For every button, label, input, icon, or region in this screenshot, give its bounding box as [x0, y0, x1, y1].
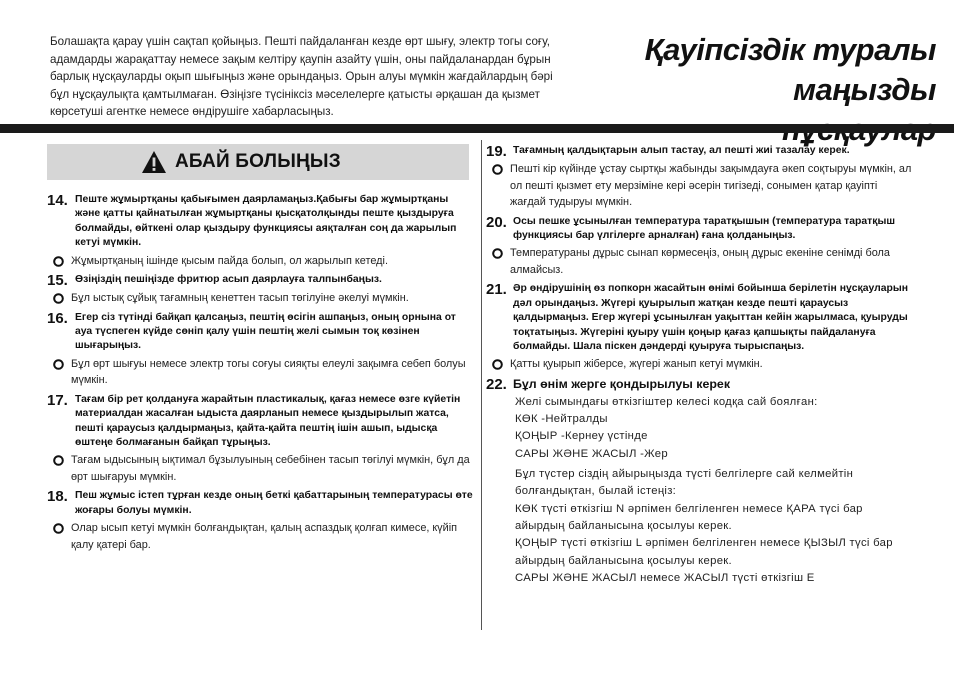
note-bullet-icon [53, 523, 64, 534]
wiring-line: Бұл түстер сіздің айырыңызда түсті белгілерге сай келмейтін болғандықтан, былай істеңіз: [515, 468, 854, 498]
safety-item-20 [486, 215, 914, 279]
item-note: Тағам ыдысының ықтимал бұзылуының себебінен тасып төгілуі мүмкін, бұл да өрт шығаруы мүмкін. [71, 454, 470, 483]
safety-item-22 [486, 377, 914, 587]
wiring-line: Желі сымындағы өткізгіштер келесі кодқа сай боялған: [515, 395, 818, 408]
note-bullet-icon [53, 455, 64, 466]
intro-line: адамдарды жарақаттау немесе зақым келтіру қаупін азайту үшін, оны пайдаланардан бұрын [50, 52, 551, 66]
safety-item-17 [47, 393, 474, 486]
safety-item-18 [47, 489, 474, 553]
note-bullet-icon [492, 248, 503, 259]
item-title: Егер сіз түтінді байқап қалсаңыз, пештің өсігін ашпаңыз, оның орнына от ауа түспеген күйде сөніп қалу үшін пештің желі сымын тоқ көзінен шығарыңыз. [75, 311, 456, 352]
item-title: Өзіңіздің пешіңізде фритюр асып даярлауға талпынбаңыз. [75, 274, 382, 286]
item-note: Температураны дұрыс сынап көрмесеңіз, оның дұрыс екеніне сенімді бола алмайсыз. [510, 247, 890, 276]
safety-item-14 [47, 193, 474, 269]
item-number: 21. [486, 281, 507, 299]
item-title: Пеште жұмыртқаны қабығымен даярламаңыз.Қабығы бар жұмыртқаны және қатты қайнатылған жұмыртқаны қысқатолқынды пеште қыздыруға болмайды, өйткені олар қыздыру функциясы аяқталған соң да жарылып кетуі мүмкін. [75, 194, 457, 249]
item-number: 19. [486, 143, 507, 160]
left-column [47, 144, 474, 557]
item-number: 16. [47, 309, 68, 327]
note-bullet-icon [492, 359, 503, 370]
item-title: Тағам бір рет қолдануға жарайтын пластикалық, қағаз немесе өзге күйетін материалдан жасалған ыдыста даярланып немесе қыздырылып жатса, пешті қараусыз қалдырмаңыз, қайта-қайта пештің ішін ашып, ыдысқа өштеңе болмағанын байқап тұрыңыз. [75, 393, 461, 449]
item-title: Әр өндірушінің өз попкорн жасайтын өнімі бойынша берілетін нұсқауларын дәл орындаңыз. Жүгері қуырылып жатқан кезде пешті қараусыз қалдырмаңыз. Егер жүгері ұсынылған уақыттан кейін жарылмаса, қуыруды тоқтатыңыз. Жүгеріні қуыру үшін қоңыр қағаз қапшықты пайдалануға болмайды. Шала піскен дәндерді қуыруға тырыспаңыз. [513, 283, 909, 352]
intro-line: бұл нұсқаулықта қамтылмаған. Өзіңізге түсініксіз мәселелерге қатысты әрқашан да қызмет [50, 87, 540, 101]
wiring-instructions [486, 394, 914, 587]
item-note: Бұл өрт шығуы немесе электр тогы соғуы сияқты елеулі зақымға себеп болуы мүмкін. [71, 357, 466, 387]
note-bullet-icon [53, 256, 64, 267]
warning-label: АБАЙ БОЛЫҢЫЗ [175, 151, 341, 172]
note-bullet-icon [492, 164, 503, 175]
item-title: Пеш жұмыс істеп тұрған кезде оның беткі қабаттарының температурасы өте жоғары болуы мүмкін. [75, 490, 473, 516]
warning-banner [47, 144, 469, 180]
item-note: Бұл ыстық сұйық тағамның кенеттен тасып төгілуіне әкелуі мүмкін. [71, 292, 409, 305]
item-title: Осы пешке ұсынылған температура таратқышын (температура таратқыш функциясы бар үлгілерге арналған) ғана қолданыңыз. [513, 215, 895, 241]
page-title-line-2: маңызды [793, 72, 936, 107]
right-column [486, 144, 914, 591]
item-note: Қатты қуырып жіберсе, жүгері жанып кетуі мүмкін. [510, 358, 763, 371]
item-title: Бұл өнім жерге қондырылуы керек [513, 376, 731, 391]
safety-item-16 [47, 311, 474, 389]
wiring-line: КӨК түсті өткізгіш N әрпімен белгіленген немесе ҚАРА түсі бар айырдың байланысына қосылуы керек. [515, 502, 863, 532]
safety-item-21 [486, 282, 914, 373]
wiring-line: ҚОҢЫР түсті өткізгіш L әрпімен белгіленген немесе ҚЫЗЫЛ түсі бар айырдың байланысына қосылуы керек. [515, 537, 893, 567]
column-divider [481, 140, 482, 630]
item-number: 17. [47, 391, 68, 409]
item-number: 14. [47, 192, 68, 209]
item-number: 18. [47, 488, 68, 506]
note-bullet-icon [53, 359, 64, 370]
item-note: Олар ысып кетуі мүмкін болғандықтан, қалың аспаздық қолғап кимесе, күйіп қалу қатері бар. [71, 522, 458, 551]
wiring-line: КӨК -Нейтралды [515, 413, 608, 426]
safety-item-19 [486, 144, 914, 211]
item-title: Тағамның қалдықтарын алып тастау, ал пешті жиі тазалау керек. [513, 145, 850, 156]
warning-triangle-icon [141, 150, 167, 174]
intro-paragraph [50, 33, 625, 121]
intro-line: Болашақта қарау үшін сақтап қойыңыз. Пешті пайдаланған кезде өрт шығу, электр тогы соғу, [50, 35, 551, 48]
page-title-line-1: Қауіпсіздік туралы [644, 32, 936, 67]
intro-line: көрсетуші агентке немесе өндірушіге хабарласыңыз. [50, 105, 334, 119]
intro-line: барлық нұсқауларды оқып шығыңыз және орындаңыз. Орын алуы мүмкін жағдайлардың бәрі [50, 70, 553, 84]
note-bullet-icon [53, 293, 64, 304]
safety-item-15 [47, 273, 474, 307]
header-rule [0, 124, 954, 133]
wiring-line: САРЫ ЖӘНЕ ЖАСЫЛ -Жер [515, 447, 668, 460]
wiring-line: САРЫ ЖӘНЕ ЖАСЫЛ немесе ЖАСЫЛ түсті өткізгіш E [515, 571, 815, 584]
item-note: Пешті кір күйінде ұстау сыртқы жабынды зақымдауға әкеп соқтыруы мүмкін, ал ол пешті қызмет ету мерзіміне кері әсерін тигізеді, сонымен қатар қауіпті жағдай тудыруы мүмкін. [510, 163, 912, 208]
item-note: Жұмыртқаның ішінде қысым пайда болып, ол жарылып кетеді. [71, 254, 388, 267]
item-number: 20. [486, 213, 507, 231]
wiring-line: ҚОҢЫР -Кернеу үстінде [515, 430, 648, 443]
item-number: 15. [47, 272, 68, 290]
item-number: 22. [486, 375, 507, 393]
